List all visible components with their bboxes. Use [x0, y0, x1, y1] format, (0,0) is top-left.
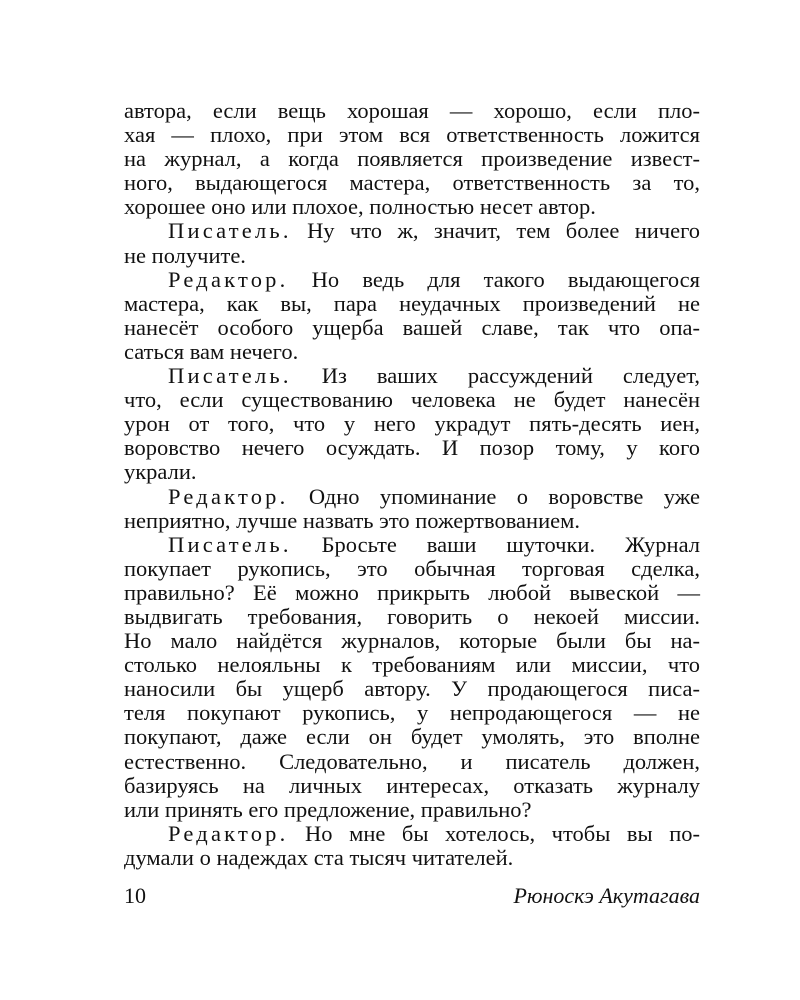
text-line: покупают, даже если он будет умолять, это вполне [124, 724, 700, 750]
line-text: Ну что ж, значит, тем более ничего [307, 218, 701, 244]
text-line: хорошее оно или плохое, полностью несет автор. [124, 194, 596, 220]
text-line: думали о надеждах ста тысяч читателей. [124, 844, 514, 870]
text-line [124, 268, 700, 292]
text-line [124, 822, 700, 846]
text-line: саться вам нечего. [124, 338, 299, 364]
line-text: Но мне бы хотелось, чтобы вы по- [305, 820, 701, 846]
speaker-name: Писатель. [168, 218, 292, 244]
text-line: на журнал, а когда появляется произведение извест- [124, 146, 700, 172]
text-line: естественно. Следовательно, и писатель должен, [124, 748, 700, 774]
paragraph [124, 822, 700, 870]
text-line: что, если существованию человека не будет нанесён [124, 387, 700, 413]
line-text: Из ваших рассуждений следует, [321, 363, 700, 389]
page-number: 10 [124, 883, 146, 908]
text-line: нанесёт особого ущерба вашей славе, так что опа- [124, 314, 700, 340]
text-line: покупает рукопись, это обычная торговая сделка, [124, 555, 700, 581]
text-line: хая — плохо, при этом вся ответственность ложится [124, 122, 700, 148]
paragraph [124, 268, 700, 364]
text-line: воровство нечего осуждать. И позор тому, у кого [124, 435, 700, 461]
paragraph [124, 364, 700, 484]
paragraph [124, 533, 700, 822]
text-line [124, 219, 700, 243]
speaker-name: Писатель. [168, 531, 292, 557]
text-line: столько нелояльны к требованиям или миссии, что [124, 652, 700, 678]
author-footer: Рюноскэ Акутагава [513, 883, 700, 908]
text-line: урон от того, что у него украдут пять-десять иен, [124, 411, 700, 437]
text-line: ного, выдающегося мастера, ответственность за то, [124, 170, 700, 196]
text-line [124, 364, 700, 388]
speaker-name: Редактор. [168, 266, 289, 292]
speaker-name: Редактор. [168, 483, 289, 509]
text-line: или принять его предложение, правильно? [124, 796, 532, 822]
line-text: Но ведь для такого выдающегося [311, 266, 701, 292]
text-line: правильно? Её можно прикрыть любой вывеской — [124, 579, 700, 605]
text-line: Но мало найдётся журналов, которые были бы на- [124, 628, 700, 654]
text-line: неприятно, лучше назвать это пожертвованием. [124, 507, 580, 533]
text-line: мастера, как вы, пара неудачных произведений не [124, 290, 700, 316]
paragraph [124, 219, 700, 267]
body-text [124, 99, 700, 870]
line-text: Бросьте ваши шуточки. Журнал [321, 531, 701, 557]
text-line: выдвигать требования, говорить о некоей миссии. [124, 603, 700, 629]
text-line: наносили бы ущерб автору. У продающегося писа- [124, 676, 700, 702]
text-line: базируясь на личных интересах, отказать журналу [124, 772, 700, 798]
text-line [124, 485, 700, 509]
paragraph [124, 485, 700, 533]
text-line: теля покупают рукопись, у непродающегося — не [124, 700, 700, 726]
text-line: украли. [124, 459, 197, 485]
text-line: автора, если вещь хорошая — хорошо, если пло- [124, 98, 700, 123]
speaker-name: Писатель. [168, 363, 292, 389]
paragraph [124, 99, 700, 219]
speaker-name: Редактор. [168, 820, 289, 846]
line-text: Одно упоминание о воровстве уже [308, 483, 700, 509]
text-line [124, 533, 700, 557]
text-line: не получите. [124, 242, 246, 268]
